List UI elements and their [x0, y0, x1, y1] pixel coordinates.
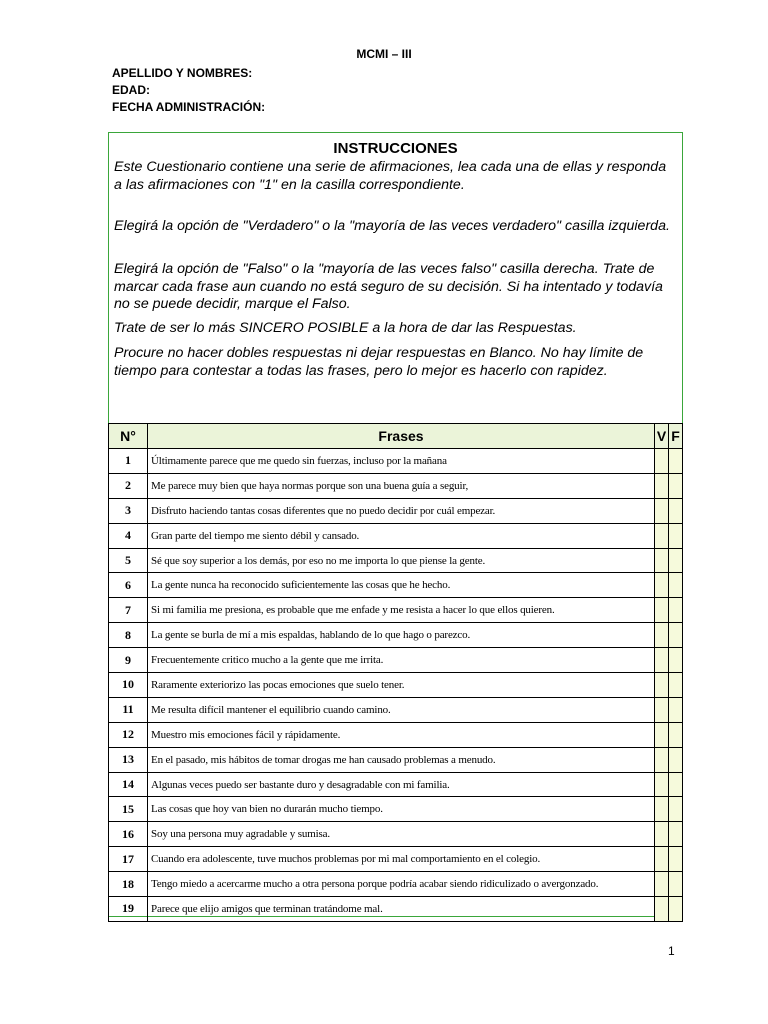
instructions-title: INSTRUCCIONES	[333, 140, 458, 157]
row-number: 11	[109, 697, 148, 722]
answer-v-cell[interactable]	[655, 673, 669, 698]
answer-v-cell[interactable]	[655, 897, 669, 922]
header-frases: Frases	[148, 424, 655, 449]
table-row	[109, 747, 683, 772]
answer-f-cell[interactable]	[669, 697, 683, 722]
row-statement: Algunas veces puedo ser bastante duro y desagradable con mi familia.	[148, 772, 655, 797]
instructions-paragraph-3: Elegirá la opción de "Falso" o la "mayoría de las veces falso" casilla derecha. Trate de marcar cada frase aun cuando no está seguro de su decisión. Si ha intentado y todavía no se puede decidir, marque el Falso.	[114, 261, 663, 312]
table-header-row	[109, 424, 683, 449]
row-statement: Últimamente parece que me quedo sin fuerzas, incluso por la mañana	[148, 449, 655, 474]
answer-v-cell[interactable]	[655, 822, 669, 847]
row-statement: Sé que soy superior a los demás, por eso no me importa lo que piense la gente.	[148, 548, 655, 573]
questions-table	[108, 423, 683, 922]
row-number: 18	[109, 872, 148, 897]
row-number: 5	[109, 548, 148, 573]
answer-v-cell[interactable]	[655, 548, 669, 573]
answer-f-cell[interactable]	[669, 598, 683, 623]
answer-v-cell[interactable]	[655, 449, 669, 474]
row-statement: La gente nunca ha reconocido suficientemente las cosas que he hecho.	[148, 573, 655, 598]
answer-v-cell[interactable]	[655, 473, 669, 498]
row-number: 17	[109, 847, 148, 872]
table-row	[109, 598, 683, 623]
fecha-label: FECHA ADMINISTRACIÓN:	[112, 100, 266, 114]
answer-v-cell[interactable]	[655, 498, 669, 523]
answer-f-cell[interactable]	[669, 722, 683, 747]
answer-f-cell[interactable]	[669, 449, 683, 474]
answer-f-cell[interactable]	[669, 897, 683, 922]
table-row	[109, 772, 683, 797]
answer-f-cell[interactable]	[669, 523, 683, 548]
edad-label: EDAD:	[112, 83, 150, 97]
table-row	[109, 897, 683, 922]
instructions-paragraph-1: Este Cuestionario contiene una serie de afirmaciones, lea cada una de ellas y responda a las afirmaciones con "1" en la casilla correspondiente.	[114, 159, 667, 193]
answer-v-cell[interactable]	[655, 772, 669, 797]
instructions-paragraph-4: Trate de ser lo más SINCERO POSIBLE a la hora de dar las Respuestas.	[114, 320, 577, 336]
row-number: 12	[109, 722, 148, 747]
row-statement: Frecuentemente critico mucho a la gente que me irrita.	[148, 648, 655, 673]
answer-v-cell[interactable]	[655, 623, 669, 648]
answer-f-cell[interactable]	[669, 573, 683, 598]
page-number: 1	[668, 944, 675, 958]
row-number: 1	[109, 449, 148, 474]
answer-f-cell[interactable]	[669, 822, 683, 847]
answer-f-cell[interactable]	[669, 648, 683, 673]
answer-v-cell[interactable]	[655, 648, 669, 673]
answer-v-cell[interactable]	[655, 797, 669, 822]
row-statement: Muestro mis emociones fácil y rápidamente.	[148, 722, 655, 747]
row-statement: Tengo miedo a acercarme mucho a otra persona porque podría acabar siendo ridiculizado o avergonzado.	[148, 872, 655, 897]
answer-f-cell[interactable]	[669, 797, 683, 822]
answer-f-cell[interactable]	[669, 747, 683, 772]
row-number: 6	[109, 573, 148, 598]
table-row	[109, 648, 683, 673]
answer-v-cell[interactable]	[655, 598, 669, 623]
answer-v-cell[interactable]	[655, 847, 669, 872]
apellido-label: APELLIDO Y NOMBRES:	[112, 66, 253, 80]
row-number: 10	[109, 673, 148, 698]
row-statement: Me parece muy bien que haya normas porque son una buena guía a seguir,	[148, 473, 655, 498]
answer-f-cell[interactable]	[669, 473, 683, 498]
table-row	[109, 523, 683, 548]
row-statement: Parece que elijo amigos que terminan tratándome mal.	[148, 897, 655, 922]
table-row	[109, 722, 683, 747]
table-row	[109, 449, 683, 474]
row-statement: Si mi familia me presiona, es probable que me enfade y me resista a hacer lo que ellos quieren.	[148, 598, 655, 623]
answer-f-cell[interactable]	[669, 498, 683, 523]
row-statement: Me resulta difícil mantener el equilibrio cuando camino.	[148, 697, 655, 722]
row-statement: Cuando era adolescente, tuve muchos problemas por mi mal comportamiento en el colegio.	[148, 847, 655, 872]
row-number: 3	[109, 498, 148, 523]
row-number: 9	[109, 648, 148, 673]
row-number: 19	[109, 897, 148, 922]
answer-v-cell[interactable]	[655, 747, 669, 772]
row-number: 16	[109, 822, 148, 847]
row-number: 14	[109, 772, 148, 797]
answer-f-cell[interactable]	[669, 772, 683, 797]
table-row	[109, 872, 683, 897]
instructions-paragraph-2: Elegirá la opción de "Verdadero" o la "mayoría de las veces verdadero" casilla izquierda.	[114, 218, 670, 234]
table-row	[109, 498, 683, 523]
instructions-paragraph-5: Procure no hacer dobles respuestas ni dejar respuestas en Blanco. No hay límite de tiempo para contestar a todas las frases, pero lo mejor es hacerlo con rapidez.	[114, 345, 644, 379]
table-row	[109, 697, 683, 722]
row-statement: Las cosas que hoy van bien no durarán mucho tiempo.	[148, 797, 655, 822]
header-f: F	[669, 424, 683, 449]
row-statement: La gente se burla de mí a mis espaldas, hablando de lo que hago o parezco.	[148, 623, 655, 648]
row-number: 13	[109, 747, 148, 772]
answer-v-cell[interactable]	[655, 872, 669, 897]
table-row	[109, 473, 683, 498]
row-number: 4	[109, 523, 148, 548]
row-number: 15	[109, 797, 148, 822]
answer-f-cell[interactable]	[669, 673, 683, 698]
row-statement: Raramente exteriorizo las pocas emociones que suelo tener.	[148, 673, 655, 698]
header-v: V	[655, 424, 669, 449]
answer-v-cell[interactable]	[655, 697, 669, 722]
table-row	[109, 623, 683, 648]
table-row	[109, 822, 683, 847]
row-statement: Gran parte del tiempo me siento débil y cansado.	[148, 523, 655, 548]
table-row	[109, 847, 683, 872]
answer-v-cell[interactable]	[655, 523, 669, 548]
row-number: 7	[109, 598, 148, 623]
answer-f-cell[interactable]	[669, 623, 683, 648]
row-statement: En el pasado, mis hábitos de tomar drogas me han causado problemas a menudo.	[148, 747, 655, 772]
table-row	[109, 573, 683, 598]
answer-f-cell[interactable]	[669, 847, 683, 872]
document-title: MCMI – III	[356, 47, 412, 61]
header-num: N°	[109, 424, 148, 449]
table-row	[109, 548, 683, 573]
table-row	[109, 797, 683, 822]
row-number: 8	[109, 623, 148, 648]
answer-v-cell[interactable]	[655, 573, 669, 598]
answer-f-cell[interactable]	[669, 548, 683, 573]
answer-f-cell[interactable]	[669, 872, 683, 897]
row-statement: Disfruto haciendo tantas cosas diferentes que no puedo decidir por cuál empezar.	[148, 498, 655, 523]
answer-v-cell[interactable]	[655, 722, 669, 747]
table-row	[109, 673, 683, 698]
row-statement: Soy una persona muy agradable y sumisa.	[148, 822, 655, 847]
row-number: 2	[109, 473, 148, 498]
